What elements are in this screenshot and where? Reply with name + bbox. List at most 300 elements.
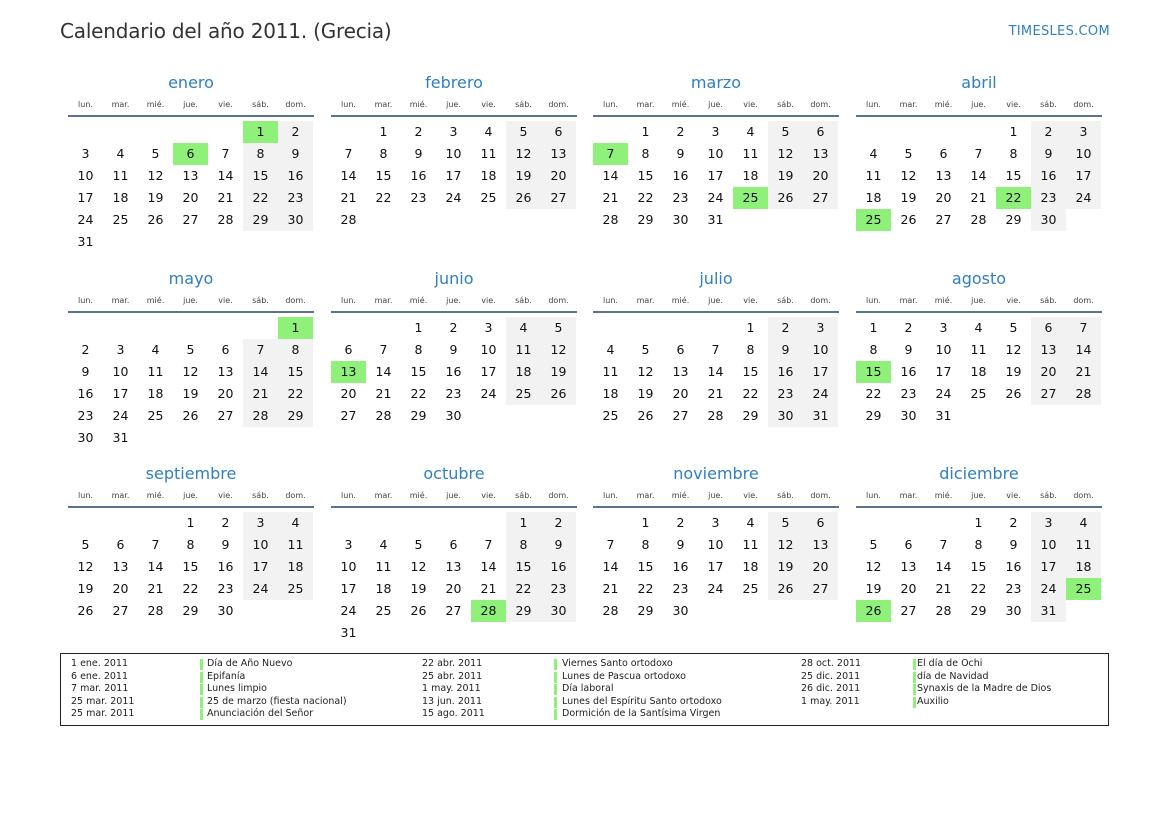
legend-date: 7 mar. 2011 (71, 683, 129, 694)
day-cell: 15 (506, 556, 541, 578)
day-cell: 6 (344, 342, 353, 357)
day-cell: 11 (865, 168, 882, 183)
weekday-label: jue. (708, 100, 723, 109)
day-cell: 15 (970, 559, 987, 574)
weekday-label: lun. (866, 491, 881, 500)
day-cell: 22 (865, 386, 882, 401)
holiday-day-cell: 28 (471, 600, 506, 622)
day-cell: 27 (803, 578, 838, 600)
day-cell: 26 (768, 578, 803, 600)
header-rule (856, 115, 1102, 117)
day-cell: 14 (217, 168, 234, 183)
day-cell: 29 (243, 209, 278, 231)
day-cell: 25 (112, 212, 129, 227)
weekday-label: mar. (111, 100, 130, 109)
weekday-label: mar. (636, 100, 655, 109)
legend-color-marker (913, 659, 916, 670)
day-cell: 7 (221, 146, 230, 161)
day-cell: 9 (81, 364, 90, 379)
day-cell: 25 (602, 408, 619, 423)
weekday-label: dom. (285, 296, 306, 305)
header-rule (331, 115, 577, 117)
day-cell: 24 (340, 603, 357, 618)
day-cell: 29 (182, 603, 199, 618)
day-cell: 3 (81, 146, 90, 161)
legend-color-marker (200, 709, 203, 720)
weekday-label: mié. (146, 100, 165, 109)
day-cell: 14 (340, 168, 357, 183)
day-cell: 20 (935, 190, 952, 205)
weekday-header (331, 296, 577, 308)
day-cell: 30 (672, 603, 689, 618)
day-cell: 31 (340, 625, 357, 640)
day-cell: 13 (803, 143, 838, 165)
weekday-label: mar. (899, 491, 918, 500)
day-cell: 4 (506, 317, 541, 339)
day-cell: 4 (278, 512, 313, 534)
day-cell: 18 (375, 581, 392, 596)
day-cell: 10 (1066, 143, 1101, 165)
day-cell: 22 (182, 581, 199, 596)
day-cell: 6 (541, 121, 576, 143)
day-cell: 2 (541, 512, 576, 534)
day-cell: 17 (935, 364, 952, 379)
day-cell: 26 (182, 408, 199, 423)
day-cell: 21 (340, 190, 357, 205)
day-cell: 5 (1009, 320, 1018, 335)
weekday-label: lun. (341, 296, 356, 305)
day-cell: 28 (602, 212, 619, 227)
day-cell: 20 (803, 165, 838, 187)
day-cell: 2 (414, 124, 423, 139)
day-cell: 6 (904, 537, 913, 552)
legend-holiday-name: Lunes de Pascua ortodoxo (562, 670, 686, 682)
legend-holiday-name: Epifanía (207, 670, 246, 682)
legend-color-marker (554, 672, 557, 683)
weekday-label: jue. (446, 100, 461, 109)
day-cell: 13 (112, 559, 129, 574)
day-cell: 17 (340, 581, 357, 596)
day-cell: 30 (1005, 603, 1022, 618)
day-cell: 20 (672, 386, 689, 401)
day-cell: 24 (707, 581, 724, 596)
day-cell: 19 (77, 581, 94, 596)
weekday-label: mié. (934, 100, 953, 109)
day-cell: 25 (480, 190, 497, 205)
day-cell: 3 (1031, 512, 1066, 534)
day-cell: 23 (77, 408, 94, 423)
day-cell: 13 (541, 143, 576, 165)
day-cell: 19 (506, 165, 541, 187)
day-cell: 8 (243, 143, 278, 165)
day-cell: 1 (641, 124, 650, 139)
weekday-label: sáb. (777, 491, 794, 500)
holiday-day-cell: 25 (856, 209, 891, 231)
day-cell: 16 (410, 168, 427, 183)
weekday-label: vie. (1006, 491, 1021, 500)
month-name: diciembre (939, 464, 1019, 483)
day-cell: 22 (375, 190, 392, 205)
day-cell: 20 (112, 581, 129, 596)
day-cell: 8 (746, 342, 755, 357)
day-cell: 30 (672, 212, 689, 227)
day-cell: 4 (379, 537, 388, 552)
day-cell: 21 (602, 190, 619, 205)
legend-date: 15 ago. 2011 (422, 708, 485, 719)
day-cell: 4 (746, 515, 755, 530)
day-cell: 15 (278, 361, 313, 383)
day-cell: 11 (278, 534, 313, 556)
day-cell: 16 (445, 364, 462, 379)
month-septiembre (68, 464, 314, 654)
day-cell: 15 (1005, 168, 1022, 183)
day-cell: 23 (445, 386, 462, 401)
month-name: noviembre (673, 464, 759, 483)
day-cell: 5 (904, 146, 913, 161)
month-name: marzo (690, 73, 742, 92)
month-junio (331, 269, 577, 459)
legend-color-marker (554, 684, 557, 695)
day-cell: 3 (116, 342, 125, 357)
day-cell: 17 (707, 168, 724, 183)
day-cell: 15 (375, 168, 392, 183)
legend-holiday-name: Auxilio (917, 695, 949, 707)
day-cell: 25 (147, 408, 164, 423)
day-cell: 12 (1005, 342, 1022, 357)
day-cell: 24 (112, 408, 129, 423)
day-cell: 28 (375, 408, 392, 423)
holiday-day-cell: 7 (593, 143, 628, 165)
weekday-label: mar. (111, 491, 130, 500)
day-cell: 23 (1005, 581, 1022, 596)
day-cell: 6 (449, 537, 458, 552)
day-cell: 17 (1031, 556, 1066, 578)
weekday-label: sáb. (777, 100, 794, 109)
weekday-label: dom. (1073, 491, 1094, 500)
day-cell: 4 (484, 124, 493, 139)
day-cell: 27 (445, 603, 462, 618)
day-cell: 2 (676, 515, 685, 530)
day-cell: 30 (541, 600, 576, 622)
day-cell: 9 (278, 143, 313, 165)
weekday-label: mié. (146, 491, 165, 500)
day-cell: 23 (1031, 187, 1066, 209)
day-cell: 12 (147, 168, 164, 183)
day-cell: 30 (768, 405, 803, 427)
day-cell: 9 (676, 537, 685, 552)
weekday-label: dom. (810, 100, 831, 109)
day-cell: 10 (707, 146, 724, 161)
day-cell: 27 (340, 408, 357, 423)
day-cell: 5 (506, 121, 541, 143)
weekday-label: mié. (146, 296, 165, 305)
day-cell: 27 (803, 187, 838, 209)
header-rule (68, 506, 314, 508)
day-cell: 2 (768, 317, 803, 339)
day-cell: 23 (410, 190, 427, 205)
day-cell: 12 (541, 339, 576, 361)
weekday-label: mar. (374, 491, 393, 500)
day-cell: 5 (641, 342, 650, 357)
day-cell: 13 (803, 534, 838, 556)
month-marzo (593, 73, 839, 263)
day-cell: 21 (1066, 361, 1101, 383)
day-cell: 6 (803, 512, 838, 534)
day-cell: 20 (445, 581, 462, 596)
day-cell: 12 (768, 534, 803, 556)
day-cell: 16 (278, 165, 313, 187)
legend-date: 1 may. 2011 (801, 695, 860, 707)
day-cell: 30 (77, 430, 94, 445)
weekday-label: vie. (218, 100, 233, 109)
day-cell: 27 (1031, 383, 1066, 405)
weekday-label: vie. (481, 296, 496, 305)
day-cell: 3 (449, 124, 458, 139)
day-cell: 22 (278, 383, 313, 405)
legend-date: 25 dic. 2011 (801, 670, 861, 682)
brand-link[interactable]: TIMESLES.COM (1008, 24, 1110, 39)
day-cell: 25 (742, 581, 759, 596)
day-cell: 24 (935, 386, 952, 401)
day-cell: 23 (672, 581, 689, 596)
day-cell: 7 (379, 342, 388, 357)
weekday-label: vie. (218, 491, 233, 500)
month-name: abril (961, 73, 997, 92)
day-cell: 16 (541, 556, 576, 578)
day-cell: 16 (77, 386, 94, 401)
day-cell: 17 (707, 559, 724, 574)
day-cell: 8 (641, 537, 650, 552)
header-rule (593, 506, 839, 508)
day-cell: 1 (641, 515, 650, 530)
day-cell: 9 (1031, 143, 1066, 165)
weekday-label: vie. (481, 491, 496, 500)
weekday-label: lun. (341, 491, 356, 500)
day-cell: 9 (904, 342, 913, 357)
day-cell: 18 (742, 168, 759, 183)
day-cell: 24 (803, 383, 838, 405)
day-cell: 9 (676, 146, 685, 161)
month-name: octubre (423, 464, 485, 483)
day-cell: 17 (1066, 165, 1101, 187)
month-name: julio (699, 269, 733, 288)
weekday-label: lun. (603, 491, 618, 500)
weekday-label: mar. (111, 296, 130, 305)
day-cell: 10 (445, 146, 462, 161)
day-cell: 15 (182, 559, 199, 574)
weekday-label: mié. (409, 491, 428, 500)
legend-date: 25 abr. 2011 (422, 670, 483, 682)
day-cell: 14 (935, 559, 952, 574)
month-agosto (856, 269, 1102, 459)
day-cell: 8 (379, 146, 388, 161)
header-rule (593, 115, 839, 117)
day-cell: 11 (970, 342, 987, 357)
day-cell: 29 (637, 603, 654, 618)
day-cell: 28 (1066, 383, 1101, 405)
day-cell: 4 (1066, 512, 1101, 534)
weekday-label: dom. (285, 491, 306, 500)
day-cell: 31 (112, 430, 129, 445)
day-cell: 16 (1005, 559, 1022, 574)
day-cell: 3 (711, 124, 720, 139)
day-cell: 31 (77, 234, 94, 249)
day-cell: 16 (217, 559, 234, 574)
weekday-header (856, 491, 1102, 503)
holiday-day-cell: 26 (856, 600, 891, 622)
day-cell: 28 (243, 405, 278, 427)
day-cell: 3 (484, 320, 493, 335)
day-cell: 22 (637, 581, 654, 596)
weekday-header (68, 296, 314, 308)
day-cell: 8 (1009, 146, 1018, 161)
day-cell: 21 (375, 386, 392, 401)
weekday-label: sáb. (1040, 296, 1057, 305)
day-cell: 31 (1031, 600, 1066, 622)
day-cell: 14 (147, 559, 164, 574)
day-cell: 25 (970, 386, 987, 401)
weekday-label: vie. (743, 491, 758, 500)
day-cell: 26 (900, 212, 917, 227)
day-cell: 1 (379, 124, 388, 139)
day-cell: 10 (1031, 534, 1066, 556)
day-cell: 21 (707, 386, 724, 401)
day-cell: 17 (112, 386, 129, 401)
holiday-day-cell: 25 (1066, 578, 1101, 600)
day-cell: 28 (147, 603, 164, 618)
legend-holiday-name: Dormición de la Santísima Virgen (562, 708, 721, 719)
day-cell: 13 (445, 559, 462, 574)
weekday-label: jue. (446, 296, 461, 305)
day-cell: 24 (77, 212, 94, 227)
weekday-label: lun. (78, 100, 93, 109)
weekday-label: sáb. (777, 296, 794, 305)
weekday-label: mié. (671, 296, 690, 305)
day-cell: 19 (768, 556, 803, 578)
day-cell: 9 (221, 537, 230, 552)
weekday-label: jue. (971, 296, 986, 305)
day-cell: 8 (974, 537, 983, 552)
day-cell: 3 (939, 320, 948, 335)
day-cell: 3 (344, 537, 353, 552)
legend-holiday-name: El día de Ochi (917, 658, 983, 669)
day-cell: 12 (768, 143, 803, 165)
day-cell: 2 (904, 320, 913, 335)
weekday-label: vie. (218, 296, 233, 305)
legend-color-marker (913, 697, 916, 708)
weekday-label: lun. (866, 296, 881, 305)
weekday-label: mar. (374, 296, 393, 305)
weekday-label: jue. (971, 491, 986, 500)
legend-date: 26 dic. 2011 (801, 683, 861, 694)
day-cell: 17 (77, 190, 94, 205)
day-cell: 29 (742, 408, 759, 423)
day-cell: 10 (707, 537, 724, 552)
day-cell: 6 (803, 121, 838, 143)
legend-date: 13 jun. 2011 (422, 695, 483, 707)
day-cell: 7 (974, 146, 983, 161)
day-cell: 10 (480, 342, 497, 357)
day-cell: 25 (278, 578, 313, 600)
day-cell: 18 (480, 168, 497, 183)
weekday-label: dom. (548, 296, 569, 305)
weekday-label: mié. (409, 296, 428, 305)
day-cell: 14 (375, 364, 392, 379)
day-cell: 10 (112, 364, 129, 379)
weekday-label: lun. (603, 296, 618, 305)
header-rule (68, 311, 314, 313)
day-cell: 10 (77, 168, 94, 183)
day-cell: 23 (217, 581, 234, 596)
holiday-day-cell: 1 (278, 317, 313, 339)
legend-date: 22 abr. 2011 (422, 658, 483, 669)
day-cell: 3 (803, 317, 838, 339)
day-cell: 24 (480, 386, 497, 401)
weekday-label: jue. (446, 491, 461, 500)
month-julio (593, 269, 839, 459)
legend-holiday-name: Synaxis de la Madre de Dios (917, 683, 1052, 694)
day-cell: 8 (414, 342, 423, 357)
weekday-label: mar. (899, 296, 918, 305)
day-cell: 28 (970, 212, 987, 227)
weekday-header (856, 296, 1102, 308)
day-cell: 2 (1031, 121, 1066, 143)
day-cell: 1 (414, 320, 423, 335)
day-cell: 14 (243, 361, 278, 383)
legend-color-marker (200, 697, 203, 708)
day-cell: 24 (707, 190, 724, 205)
weekday-label: vie. (1006, 296, 1021, 305)
day-cell: 10 (803, 339, 838, 361)
day-cell: 16 (672, 559, 689, 574)
day-cell: 6 (676, 342, 685, 357)
day-cell: 23 (278, 187, 313, 209)
day-cell: 7 (243, 339, 278, 361)
month-name: enero (168, 73, 214, 92)
day-cell: 19 (768, 165, 803, 187)
day-cell: 13 (1031, 339, 1066, 361)
legend-date: 1 ene. 2011 (71, 658, 128, 669)
weekday-label: vie. (743, 100, 758, 109)
day-cell: 19 (865, 581, 882, 596)
day-cell: 12 (900, 168, 917, 183)
day-cell: 11 (602, 364, 619, 379)
header-rule (593, 311, 839, 313)
day-cell: 27 (112, 603, 129, 618)
day-cell: 18 (506, 361, 541, 383)
day-cell: 11 (112, 168, 129, 183)
day-cell: 1 (506, 512, 541, 534)
weekday-label: lun. (78, 491, 93, 500)
day-cell: 2 (221, 515, 230, 530)
weekday-header (593, 491, 839, 503)
day-cell: 7 (711, 342, 720, 357)
day-cell: 20 (803, 556, 838, 578)
day-cell: 19 (900, 190, 917, 205)
weekday-label: mar. (636, 296, 655, 305)
legend-color-marker (200, 672, 203, 683)
day-cell: 27 (900, 603, 917, 618)
day-cell: 12 (182, 364, 199, 379)
legend-holiday-name: Lunes del Espíritu Santo ortodoxo (562, 695, 722, 707)
day-cell: 7 (606, 537, 615, 552)
day-cell: 5 (414, 537, 423, 552)
day-cell: 30 (217, 603, 234, 618)
day-cell: 31 (803, 405, 838, 427)
weekday-label: mar. (899, 100, 918, 109)
day-cell: 19 (1005, 364, 1022, 379)
weekday-label: mié. (934, 491, 953, 500)
